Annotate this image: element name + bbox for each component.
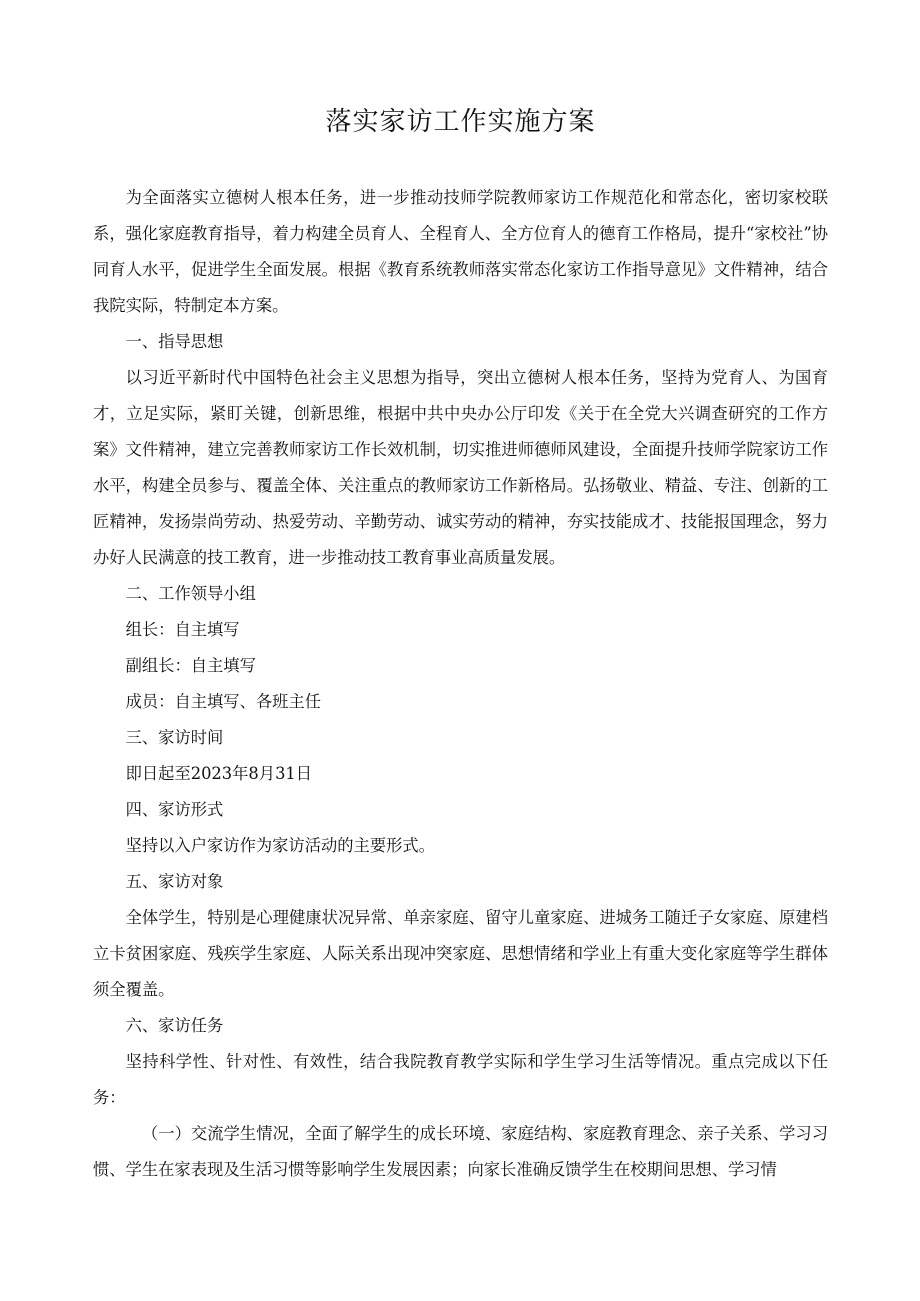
section-heading-visit-form: 四、家访形式 — [125, 800, 224, 819]
visit-tasks-paragraph: 坚持科学性、针对性、有效性，结合我院教育教学实际和学生学习生活等情况。重点完成以下任务： — [93, 1052, 828, 1107]
visit-task-item-1: （一）交流学生情况，全面了解学生的成长环境、家庭结构、家庭教育理念、亲子关系、学习习惯、学生在家表现及生活习惯等影响学生发展因素；向家长准确反馈学生在校期间思想、学习情 — [93, 1124, 828, 1179]
visit-time-line: 即日起至2023年8月31日 — [125, 764, 313, 783]
guiding-ideology-paragraph: 以习近平新时代中国特色社会主义思想为指导，突出立德树人根本任务，坚持为党育人、为国育才，立足实际，紧盯关键，创新思维，根据中共中央办公厅印发《关于在全党大兴调查研究的工作方案》文件精神，建立完善教师家访工作长效机制，切实推进师德师风建设，全面提升技师学院家访工作水平，构建全员参与、覆盖全体、关注重点的教师家访工作新格局。弘扬敬业、精益、专注、创新的工匠精神，发扬崇尚劳动、热爱劳动、辛勤劳动、诚实劳动的精神，夯实技能成才、技能报国理念，努力办好人民满意的技工教育，进一步推动技工教育事业高质量发展。 — [93, 368, 828, 567]
section-heading-leading-group: 二、工作领导小组 — [125, 584, 256, 603]
document-body — [93, 180, 828, 1188]
group-deputy-line: 副组长：自主填写 — [125, 656, 256, 675]
visit-targets-paragraph: 全体学生，特别是心理健康状况异常、单亲家庭、留守儿童家庭、进城务工随迁子女家庭、原建档立卡贫困家庭、残疾学生家庭、人际关系出现冲突家庭、思想情绪和学业上有重大变化家庭等学生群体须全覆盖。 — [93, 908, 828, 999]
section-heading-guiding-ideology: 一、指导思想 — [125, 332, 224, 351]
section-heading-visit-targets: 五、家访对象 — [125, 872, 224, 891]
group-members-line: 成员：自主填写、各班主任 — [125, 692, 321, 711]
section-heading-visit-tasks: 六、家访任务 — [125, 1016, 224, 1035]
document-title: 落实家访工作实施方案 — [325, 107, 596, 137]
intro-paragraph: 为全面落实立德树人根本任务，进一步推动技师学院教师家访工作规范化和常态化，密切家校联系，强化家庭教育指导，着力构建全员育人、全程育人、全方位育人的德育工作格局，提升“家校社”协同育人水平，促进学生全面发展。根据《教育系统教师落实常态化家访工作指导意见》文件精神，结合我院实际，特制定本方案。 — [93, 188, 828, 315]
section-heading-visit-time: 三、家访时间 — [125, 728, 224, 747]
group-leader-line: 组长：自主填写 — [125, 620, 240, 639]
visit-form-line: 坚持以入户家访作为家访活动的主要形式。 — [125, 836, 435, 855]
